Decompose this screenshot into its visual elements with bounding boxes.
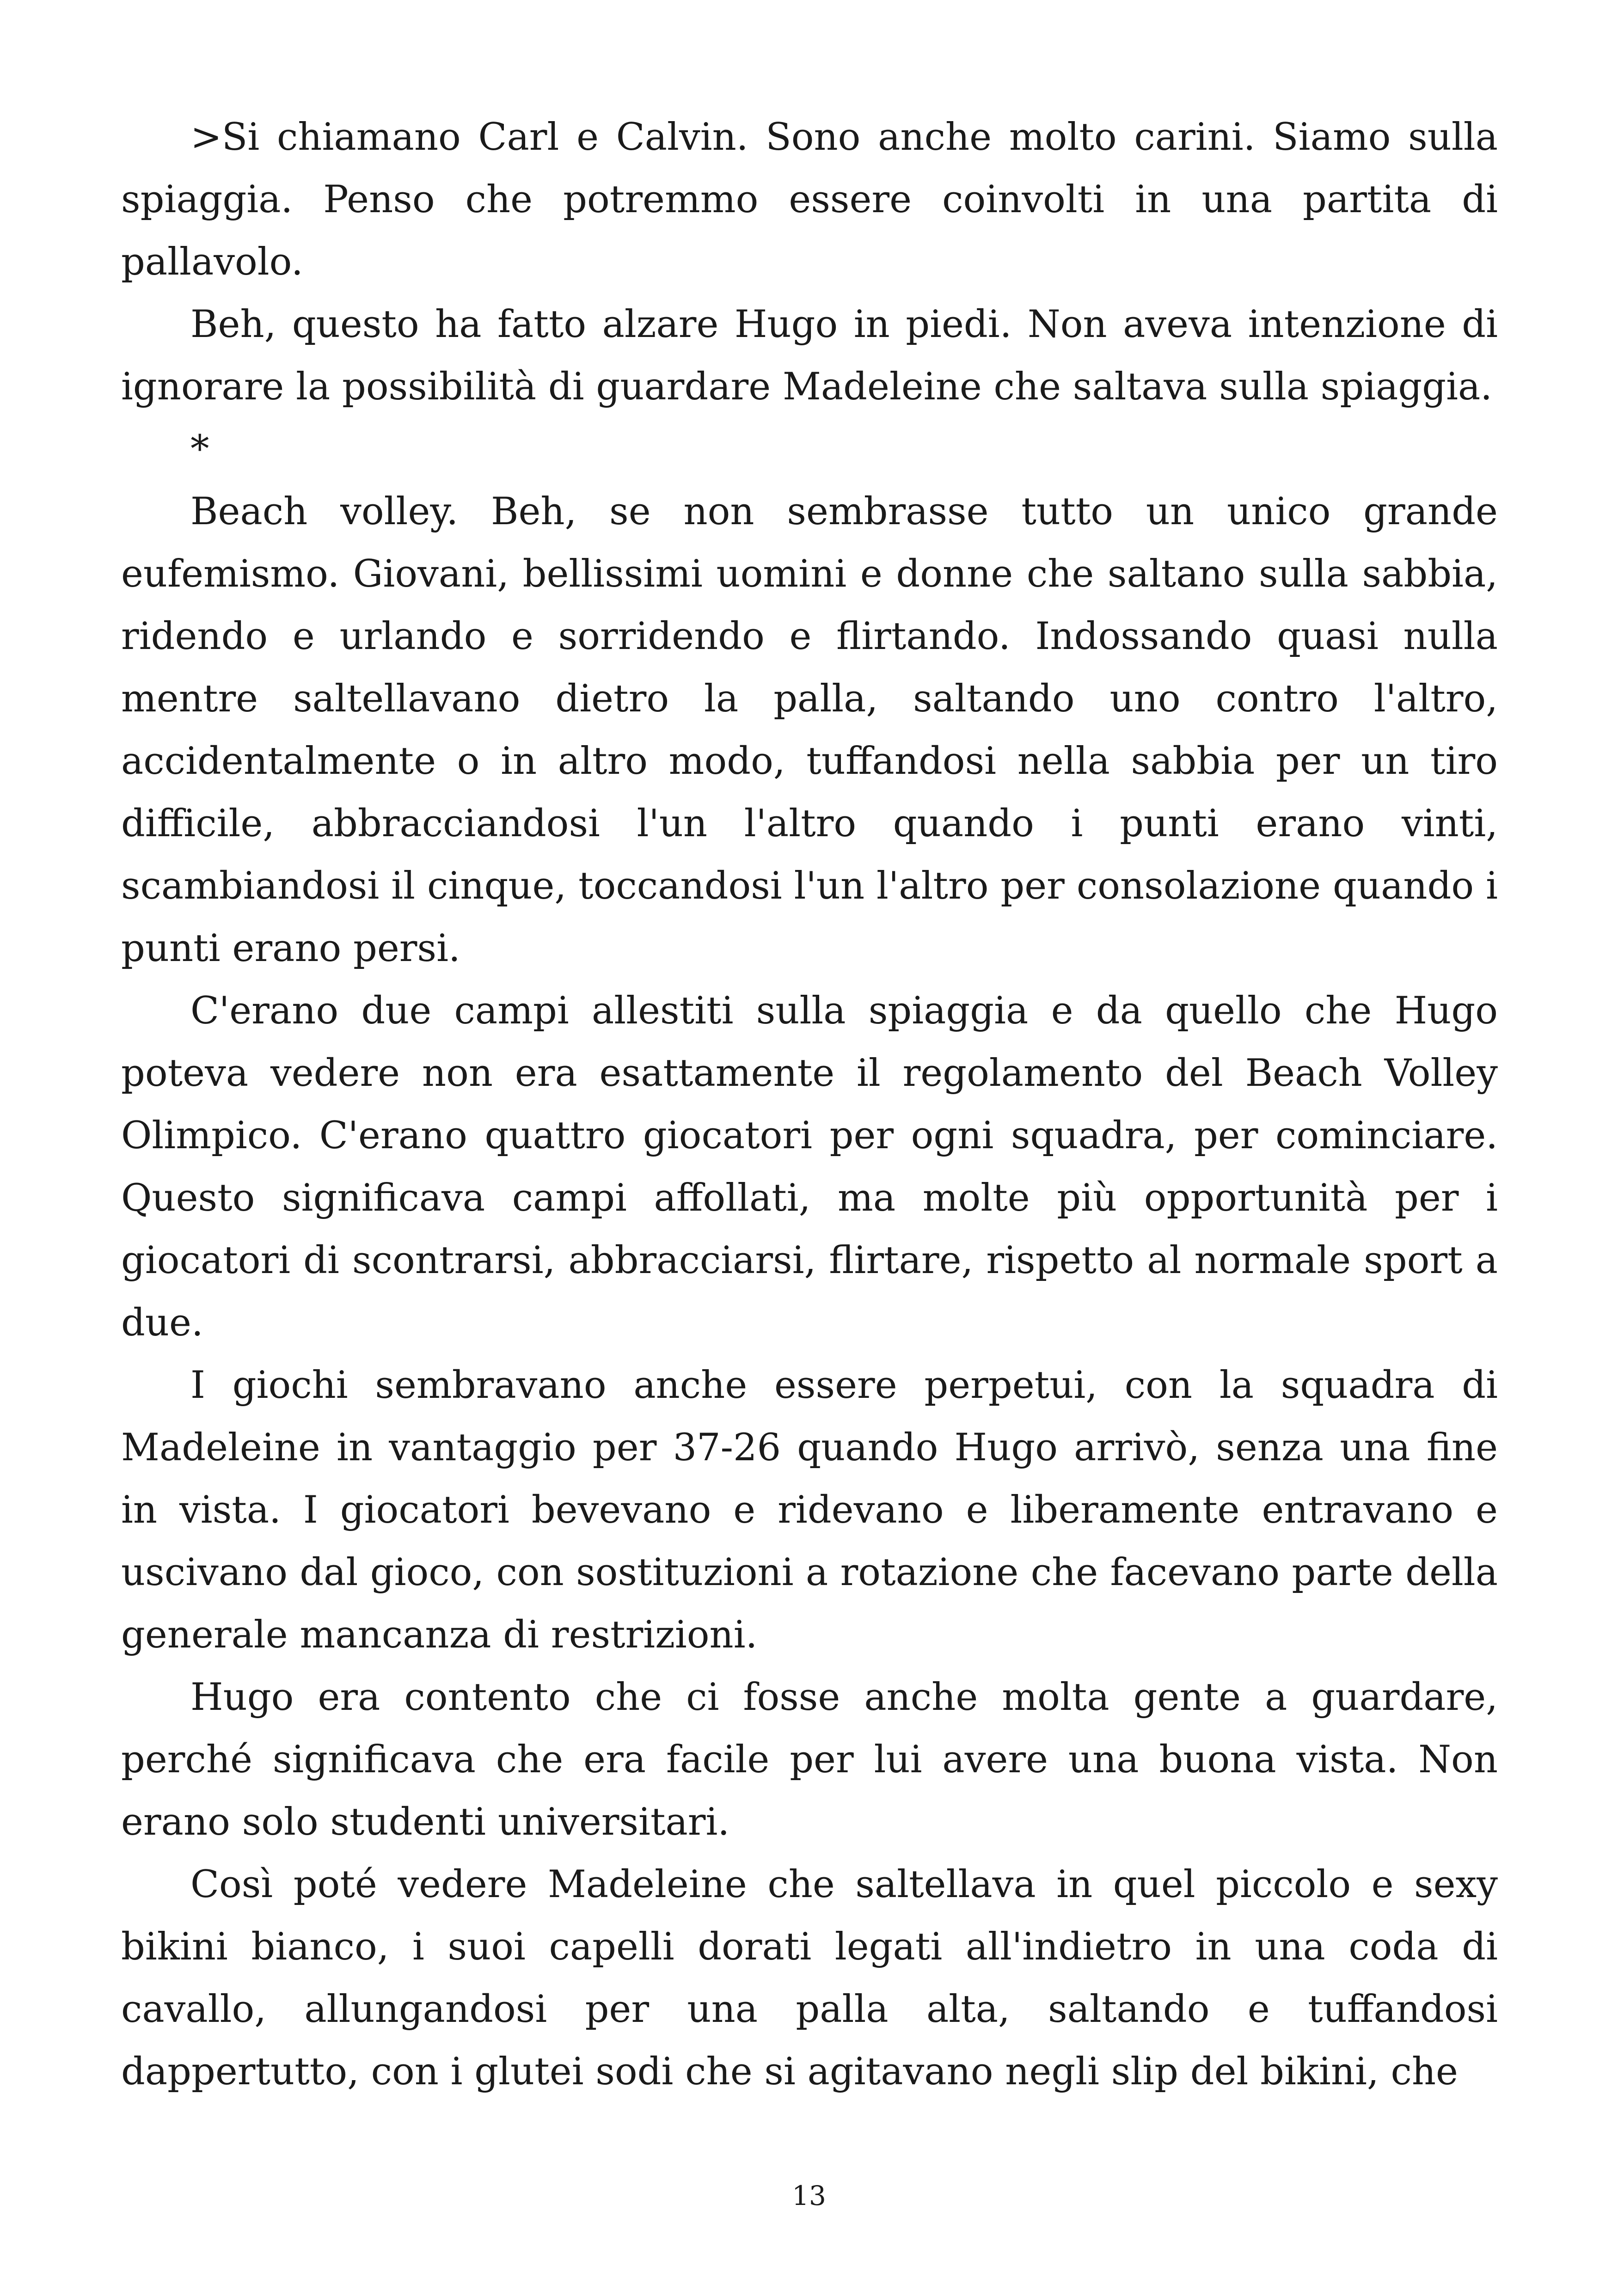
paragraph: Beach volley. Beh, se non sembrasse tutto un unico grande eufemismo. Giovani, bellissimi uomini e donne che saltano sulla sabbia, ridendo e urlando e sorridendo e flirtando. Indossando quasi nulla mentre saltellavano dietro la palla, saltando uno contro l'altro, accidentalmente o in altro modo, tuffandosi nella sabbia per un tiro difficile, abbracciandosi l'un l'altro quando i punti erano vinti, scambiandosi il cinque, toccandosi l'un l'altro per consolazione quando i punti erano persi. xyxy=(121,490,1498,970)
paragraph: >Si chiamano Carl e Calvin. Sono anche molto carini. Siamo sulla spiaggia. Penso che potremmo essere coinvolti in una partita di pallavolo. xyxy=(121,116,1498,284)
paragraph: C'erano due campi allestiti sulla spiaggia e da quello che Hugo poteva vedere non era esattamente il regolamento del Beach Volley Olimpico. C'erano quattro giocatori per ogni squadra, per cominciare. Questo significava campi affollati, ma molte più opportunità per i giocatori di scontrarsi, abbracciarsi, flirtare, rispetto al normale sport a due. xyxy=(121,989,1498,1345)
body-text xyxy=(121,106,1498,2103)
page-number: 13 xyxy=(792,2180,826,2211)
paragraph: Così poté vedere Madeleine che saltellava in quel piccolo e sexy bikini bianco, i suoi capelli dorati legati all'indietro in una coda di cavallo, allungandosi per una palla alta, saltando e tuffandosi dappertutto, con i glutei sodi che si agitavano negli slip del bikini, che xyxy=(121,1863,1498,2094)
paragraph: Hugo era contento che ci fosse anche molta gente a guardare, perché significava che era facile per lui avere una buona vista. Non erano solo studenti universitari. xyxy=(121,1676,1498,1844)
paragraph: Beh, questo ha fatto alzare Hugo in piedi. Non aveva intenzione di ignorare la possibilità di guardare Madeleine che saltava sulla spiaggia. xyxy=(121,303,1498,409)
paragraph: I giochi sembravano anche essere perpetui, con la squadra di Madeleine in vantaggio per 37-26 quando Hugo arrivò, senza una fine in vista. I giocatori bevevano e ridevano e liberamente entravano e uscivano dal gioco, con sostituzioni a rotazione che facevano parte della generale mancanza di restrizioni. xyxy=(121,1364,1498,1657)
scene-break: * xyxy=(190,428,209,471)
